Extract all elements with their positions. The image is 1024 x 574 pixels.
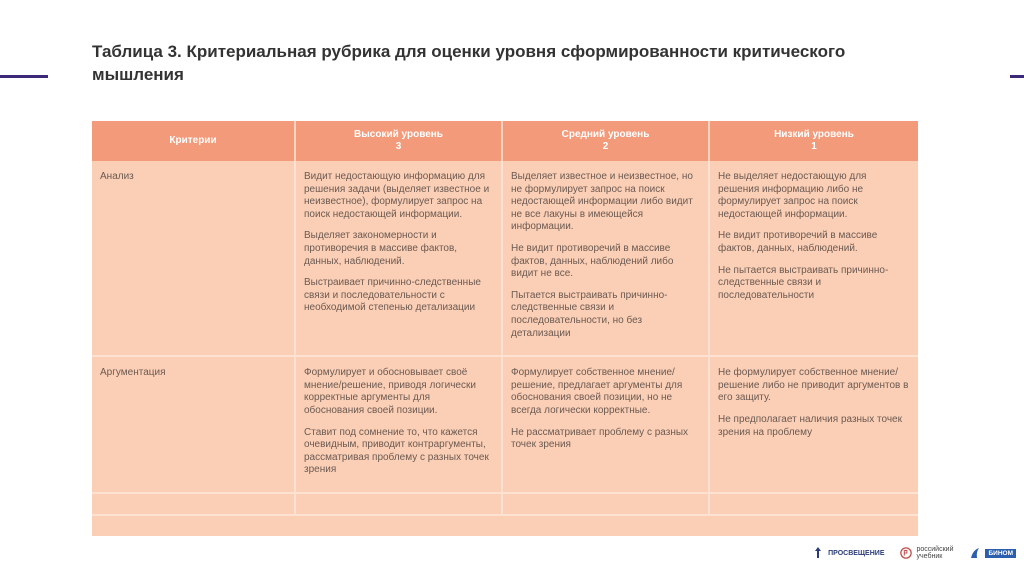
cell-paragraph: Ставит под сомнение то, что кажется очевидным, приводит контраргументы, рассматривая проблему с разных точек зрения [304, 426, 489, 476]
ru-label-line1: российский [916, 546, 954, 553]
header-criteria: Критерии [92, 121, 295, 161]
cell-paragraph: Выстраивает причинно-следственные связи и последовательности с необходимой степенью детализации [304, 277, 481, 314]
table-header-row [92, 121, 918, 161]
cell-paragraph: Выделяет известное и неизвестное, но не формулирует запрос на поиск недостающей информации либо видит не все лакуны в имеющейся информации. [511, 171, 693, 233]
cell-paragraph: Выделяет закономерности и противоречия в массиве фактов, данных, наблюдений. [304, 230, 458, 267]
ru-label-line2: учебник [916, 553, 943, 560]
cell-paragraph: Не рассматривает проблему с разных точек зрения [511, 426, 689, 451]
binom-logo [969, 546, 1016, 560]
cell-paragraph: Формулирует собственное мнение/решение, предлагает аргументы для обоснования своей позиции, но не всегда логически корректные. [511, 367, 683, 416]
low-level-cell [709, 161, 918, 356]
publisher-logos [812, 538, 1016, 568]
left-accent-line [0, 75, 48, 78]
high-level-cell [295, 356, 502, 493]
rubric-table-container [92, 121, 918, 536]
cell-paragraph: Пытается выстраивать причинно-следственные связи и последовательности, но без детализации [511, 289, 668, 339]
ru-circle-icon [900, 546, 912, 560]
header-medium-level: Средний уровень 2 [502, 121, 709, 161]
rossiyskiy-uchebnik-logo [900, 546, 953, 560]
binom-label: БИНОМ [985, 549, 1016, 558]
empty-cell [502, 493, 709, 515]
table-row-cut-off [92, 493, 918, 515]
table-row-analysis [92, 161, 918, 356]
cell-paragraph: Формулирует и обосновывает своё мнение/решение, приводя логически корректные аргументы для обоснования своей позиции. [304, 367, 476, 416]
empty-cell [709, 493, 918, 515]
low-level-cell [709, 356, 918, 493]
header-high-level: Высокий уровень 3 [295, 121, 502, 161]
rubric-table [92, 121, 918, 516]
high-level-cell [295, 161, 502, 356]
cell-paragraph: Не видит противоречий в массиве фактов, данных, наблюдений. [718, 230, 878, 254]
cell-paragraph: Не пытается выстраивать причинно-следственные связи и последовательности [718, 264, 889, 301]
slide-title: Таблица 3. Критериальная рубрика для оценки уровня сформированности критического мышления [92, 42, 846, 84]
cell-paragraph: Видит недостающую информацию для решения задачи (выделяет известное и неизвестное), формулирует запрос на поиск недостающей информации. [304, 171, 490, 220]
table-row-argumentation [92, 356, 918, 493]
binom-bird-icon [969, 546, 981, 560]
medium-level-cell [502, 356, 709, 493]
medium-level-cell [502, 161, 709, 356]
header-low-level: Низкий уровень 1 [709, 121, 918, 161]
cell-paragraph: Не предполагает наличия разных точек зрения на проблему [718, 413, 902, 438]
prosveshchenie-logo [812, 546, 884, 560]
cell-paragraph: Не видит противоречий в массиве фактов, данных, наблюдений либо видит не все. [511, 242, 674, 280]
empty-cell [92, 493, 295, 515]
criterion-cell: Аргументация [92, 356, 295, 493]
criterion-cell: Анализ [92, 161, 295, 356]
cell-paragraph: Не формулирует собственное мнение/решение либо не приводит аргументов в его защиту. [718, 367, 909, 404]
empty-cell [295, 493, 502, 515]
prosveshchenie-label: ПРОСВЕЩЕНИЕ [828, 549, 885, 557]
cell-paragraph: Не выделяет недостающую для решения информацию либо не формулирует запрос на поиск недостающей информации. [718, 171, 867, 220]
right-accent-line [1010, 75, 1024, 78]
prosveshchenie-icon [812, 546, 824, 560]
